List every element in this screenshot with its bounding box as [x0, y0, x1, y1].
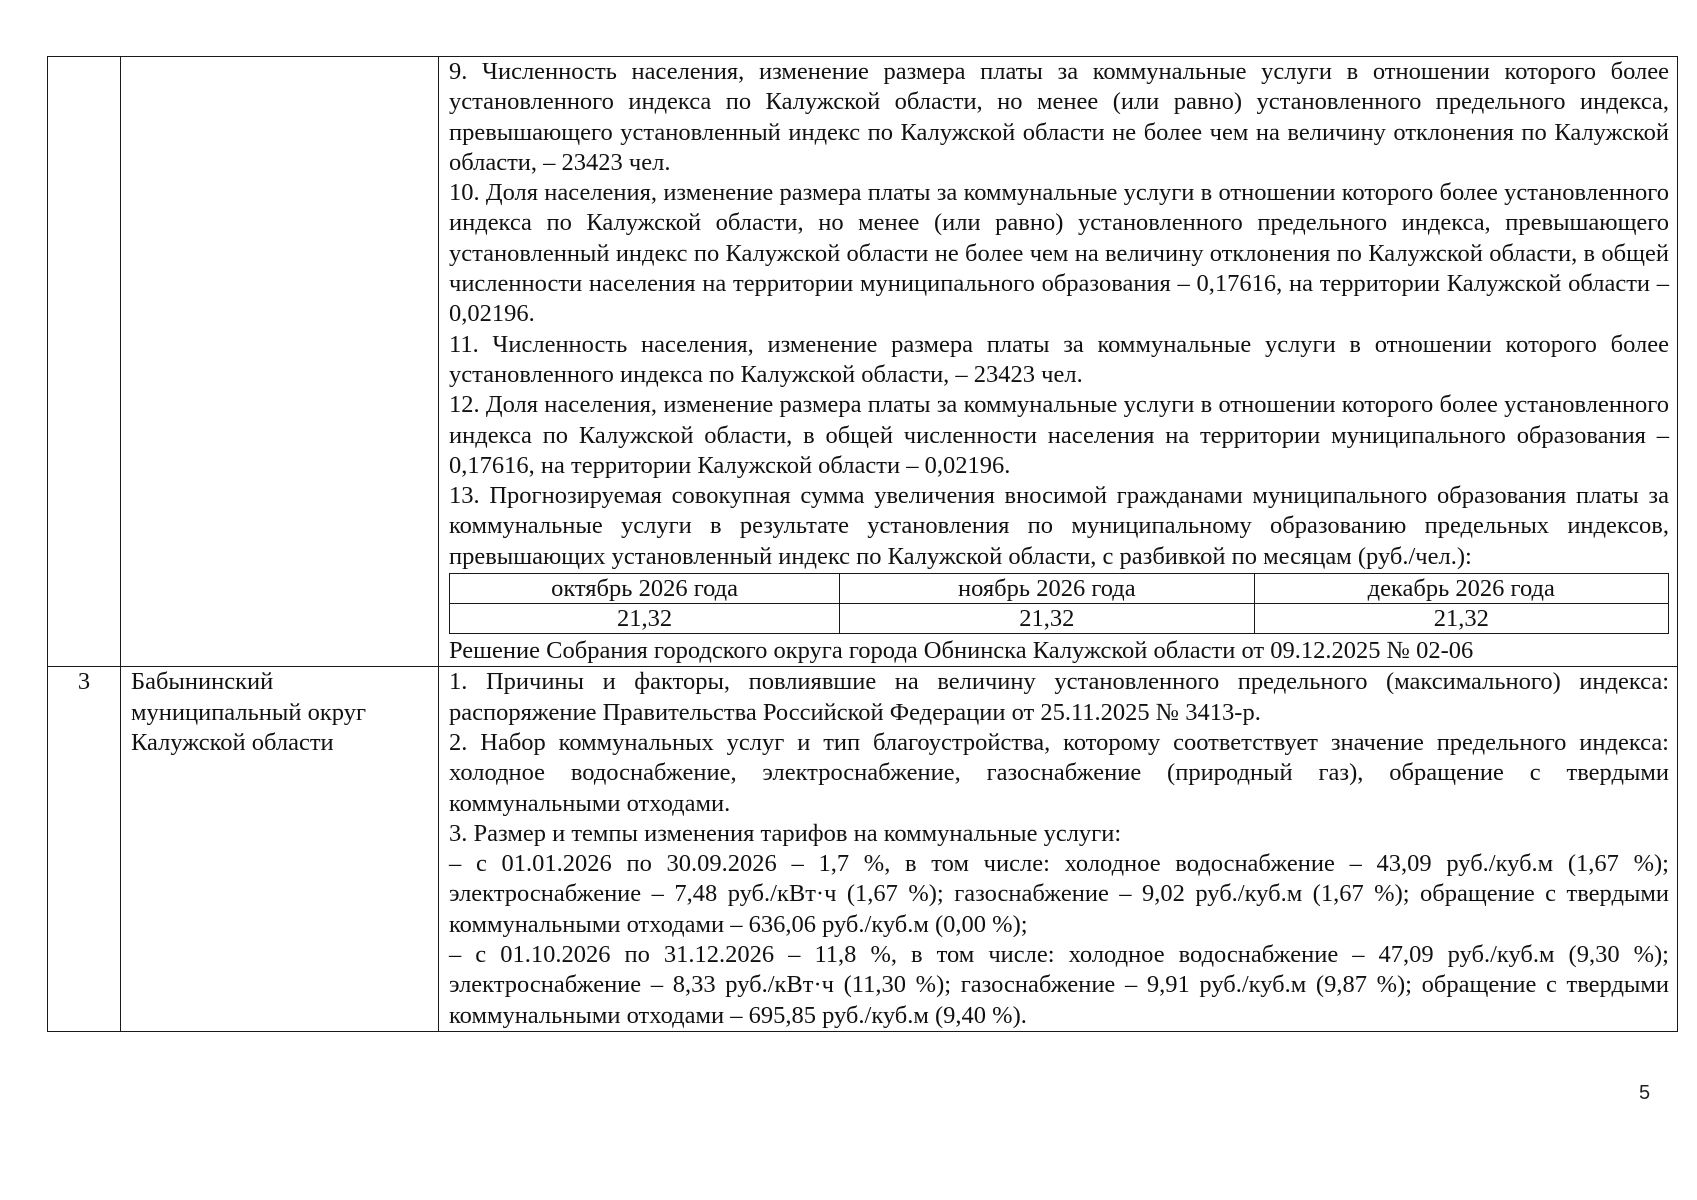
decision-reference: Решение Собрания городского округа города Обнинска Калужской области от 09.12.2025 № 02-06 — [449, 637, 1474, 665]
item-12: 12. Доля населения, изменение размера платы за коммунальные услуги в отношении которого более установленного индекса по Калужской области, в общей численности населения на территории муниципального образования – 0,17616, на территории Калужской области – 0,02196. — [449, 391, 1669, 479]
month-value-november: 21,32 — [840, 604, 1254, 634]
item-13: 13. Прогнозируемая совокупная сумма увеличения вносимой гражданами муниципального образования платы за коммунальные услуги в результате установления по муниципальному образованию предельных индексов, превышающих установленный индекс по Калужской области, с разбивкой по месяцам (руб./чел.): — [449, 482, 1669, 570]
municipality-name-cell: Бабынинский муниципальный округ Калужской области — [121, 667, 439, 1032]
item-2: 2. Набор коммунальных услуг и тип благоустройства, которому соответствует значение предельного индекса: холодное водоснабжение, электроснабжение, газоснабжение (природный газ), обращение с твердыми коммунальными отходами. — [449, 728, 1669, 817]
item-1: 1. Причины и факторы, повлиявшие на величину установленного предельного (максимального) индекса: распоряжение Правительства Российской Федерации от 25.11.2025 № 3413-р. — [449, 668, 1669, 726]
page-number: 5 — [1639, 1082, 1651, 1104]
month-header-december: декабрь 2026 года — [1254, 574, 1668, 604]
table-row — [48, 57, 1678, 667]
month-header-row — [450, 574, 1669, 604]
item-3: 3. Размер и темпы изменения тарифов на коммунальные услуги: — [449, 819, 1122, 847]
tariff-period-2: – с 01.10.2026 по 31.12.2026 – 11,8 %, в том числе: холодное водоснабжение – 47,09 руб./куб.м (9,30 %); электроснабжение – 8,33 руб./кВт·ч (11,30 %); газоснабжение – 9,91 руб./куб.м (9,87 %); обращение с твердыми коммунальными отходами – 695,85 руб./куб.м (9,40 %). — [449, 941, 1669, 1029]
month-header-november: ноябрь 2026 года — [840, 574, 1254, 604]
main-table — [47, 56, 1678, 1032]
description-cell — [439, 57, 1678, 667]
item-9: 9. Численность населения, изменение размера платы за коммунальные услуги в отношении которого более установленного индекса по Калужской области, но менее (или равно) установленного предельного индекса, превышающего установленный индекс по Калужской области не более чем на величину отклонения по Калужской области, – 23423 чел. — [449, 58, 1669, 176]
tariff-period-1: – с 01.01.2026 по 30.09.2026 – 1,7 %, в том числе: холодное водоснабжение – 43,09 руб./куб.м (1,67 %); электроснабжение – 7,48 руб./кВт·ч (1,67 %); газоснабжение – 9,02 руб./куб.м (1,67 %); обращение с твердыми коммунальными отходами – 636,06 руб./куб.м (0,00 %); — [449, 850, 1669, 938]
row-number-cell: 3 — [48, 667, 121, 1032]
municipality-name-cell — [121, 57, 439, 667]
item-10: 10. Доля населения, изменение размера платы за коммунальные услуги в отношении которого более установленного индекса по Калужской области, но менее (или равно) установленного предельного индекса, превышающего установленный индекс по Калужской области не более чем на величину отклонения по Калужской области, в общей численности населения на территории муниципального образования – 0,17616, на территории Калужской области – 0,02196. — [449, 179, 1669, 328]
row-number-cell — [48, 57, 121, 667]
monthly-payment-table — [449, 573, 1669, 634]
item-11: 11. Численность населения, изменение размера платы за коммунальные услуги в отношении которого более установленного индекса по Калужской области, – 23423 чел. — [449, 330, 1669, 388]
description-cell — [439, 667, 1678, 1032]
month-value-row — [450, 604, 1669, 634]
table-row — [48, 667, 1678, 1032]
month-value-october: 21,32 — [450, 604, 840, 634]
month-value-december: 21,32 — [1254, 604, 1668, 634]
month-header-october: октябрь 2026 года — [450, 574, 840, 604]
